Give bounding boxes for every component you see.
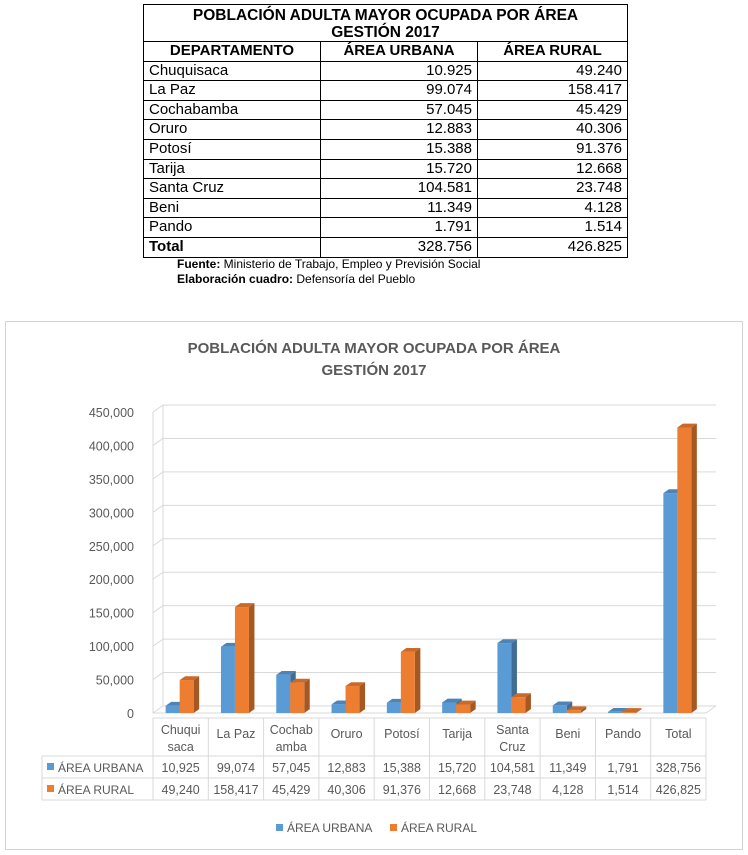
gridline-depth	[153, 405, 163, 412]
bar-area-rural	[401, 652, 415, 713]
cell-area-urbana: 328.756	[321, 237, 478, 257]
cell-area-urbana: 10.925	[321, 61, 478, 81]
cell-area-urbana: 15.388	[321, 139, 478, 159]
data-label: 4,128	[552, 783, 584, 797]
data-label: 12,668	[438, 783, 477, 797]
x-category-label: Tarija	[442, 727, 473, 741]
cell-departamento: Pando	[144, 218, 321, 238]
bar-area-rural	[567, 710, 581, 713]
data-label: 57,045	[272, 761, 311, 775]
bar-area-urbana	[332, 704, 346, 713]
data-label: 1,514	[607, 783, 639, 797]
cell-area-rural: 40.306	[478, 120, 628, 140]
bar-area-urbana	[166, 706, 180, 713]
cell-departamento: La Paz	[144, 81, 321, 101]
cell-departamento: Oruro	[144, 120, 321, 140]
x-category-label: Oruro	[330, 727, 363, 741]
bar-area-urbana	[221, 647, 235, 713]
table-row	[144, 61, 628, 81]
table-row	[144, 139, 628, 159]
data-label: 15,388	[382, 761, 421, 775]
table-row	[144, 120, 628, 140]
bar-side	[194, 676, 200, 713]
chart-subtitle: GESTIÓN 2017	[321, 362, 427, 379]
bar-side	[691, 424, 697, 713]
cell-departamento: Beni	[144, 198, 321, 218]
bar-area-urbana	[497, 643, 511, 713]
table-row	[144, 237, 628, 257]
data-label: 99,074	[216, 761, 256, 775]
data-table	[143, 4, 628, 258]
data-label: 328,756	[655, 761, 701, 775]
x-category-label: Cochab	[269, 723, 313, 737]
x-category-label: Total	[665, 727, 692, 741]
bar-area-urbana	[608, 712, 622, 713]
legend-swatch-area-urbana	[276, 824, 283, 831]
cell-area-rural: 4.128	[478, 198, 628, 218]
cell-area-rural: 49.240	[478, 61, 628, 81]
table-row	[144, 100, 628, 120]
y-tick-label: 0	[127, 707, 134, 721]
cell-area-rural: 1.514	[478, 218, 628, 238]
cell-area-urbana: 12.883	[321, 120, 478, 140]
data-label: 426,825	[655, 783, 701, 797]
legend-label-area-urbana: ÁREA URBANA	[287, 821, 373, 835]
data-label: 40,306	[327, 783, 366, 797]
table-row	[144, 218, 628, 238]
bar-side	[415, 648, 421, 713]
bar-area-urbana	[276, 675, 290, 713]
x-category-label: amba	[275, 740, 307, 754]
data-label: 11,349	[549, 761, 587, 775]
x-category-label: Chuqui	[160, 723, 201, 737]
x-category-label: Santa	[496, 723, 529, 737]
cell-area-rural: 12.668	[478, 159, 628, 179]
data-label: 10,925	[161, 761, 200, 775]
bar-area-rural	[290, 683, 304, 713]
cell-departamento: Potosí	[144, 139, 321, 159]
gridline-depth	[153, 472, 163, 479]
y-tick-label: 50,000	[95, 673, 134, 688]
table-row	[144, 198, 628, 218]
y-tick-label: 350,000	[88, 472, 134, 487]
gridline-depth	[153, 606, 163, 613]
data-label: 1,791	[607, 761, 639, 775]
table-title: POBLACIÓN ADULTA MAYOR OCUPADA POR ÁREA GESTIÓN 2017	[144, 5, 628, 42]
cell-area-urbana: 1.791	[321, 218, 478, 238]
bar-area-urbana	[442, 702, 456, 713]
header-departamento: DEPARTAMENTO	[144, 42, 321, 62]
cell-area-rural: 23.748	[478, 179, 628, 199]
cell-area-urbana: 11.349	[321, 198, 478, 218]
cell-area-rural: 426.825	[478, 237, 628, 257]
gridline-depth	[153, 438, 163, 445]
legend-key	[47, 785, 54, 792]
chart-container	[5, 321, 743, 850]
cell-area-urbana: 57.045	[321, 100, 478, 120]
bar-area-rural	[180, 680, 194, 713]
x-category-label: Beni	[555, 727, 581, 741]
x-category-label: Potosí	[384, 727, 420, 741]
gridline-depth	[153, 706, 163, 713]
cell-area-urbana: 104.581	[321, 179, 478, 199]
data-label: 45,429	[272, 783, 311, 797]
x-category-label: saca	[167, 740, 194, 754]
data-label: 104,581	[489, 761, 536, 775]
bar-side	[304, 679, 310, 713]
y-tick-label: 400,000	[88, 439, 134, 454]
gridline-depth	[153, 539, 163, 546]
bar-area-rural	[622, 712, 636, 713]
cell-departamento: Santa Cruz	[144, 179, 321, 199]
x-category-label: La Paz	[216, 727, 256, 741]
legend-key	[47, 763, 54, 770]
source-note: Fuente: Ministerio de Trabajo, Empleo y Previsión Social	[177, 257, 481, 271]
bar-area-urbana	[387, 703, 401, 713]
gridline-depth	[153, 505, 163, 512]
gridline-depth	[153, 572, 163, 579]
legend-label-area-rural: ÁREA RURAL	[401, 821, 478, 835]
bar-area-rural	[511, 697, 525, 713]
cell-area-rural: 91.376	[478, 139, 628, 159]
x-category-label: Pando	[604, 727, 642, 741]
data-label: 12,883	[327, 761, 366, 775]
header-area-urbana: ÁREA URBANA	[321, 42, 478, 62]
bar-area-rural	[346, 686, 360, 713]
cell-area-rural: 158.417	[478, 81, 628, 101]
cell-departamento: Chuquisaca	[144, 61, 321, 81]
elaboration-note: Elaboración cuadro: Defensoría del Pueblo	[177, 272, 416, 286]
bar-area-urbana	[663, 493, 677, 713]
x-axis-depth	[706, 706, 716, 713]
cell-area-urbana: 15.720	[321, 159, 478, 179]
data-label: 23,748	[493, 783, 532, 797]
y-tick-label: 200,000	[88, 573, 134, 588]
cell-area-urbana: 99.074	[321, 81, 478, 101]
data-label: 158,417	[213, 783, 259, 797]
y-tick-label: 450,000	[88, 406, 134, 420]
x-category-label: Cruz	[499, 740, 526, 754]
y-tick-label: 250,000	[88, 539, 134, 554]
header-area-rural: ÁREA RURAL	[478, 42, 628, 62]
y-tick-label: 100,000	[88, 640, 134, 655]
datatable-series-name: ÁREA RURAL	[58, 783, 135, 797]
cell-departamento: Tarija	[144, 159, 321, 179]
bar-side	[360, 682, 366, 713]
data-label: 15,720	[438, 761, 477, 775]
bar-chart	[6, 322, 742, 849]
gridline-depth	[153, 673, 163, 680]
y-tick-label: 300,000	[88, 506, 134, 521]
datatable-series-name: ÁREA URBANA	[58, 761, 144, 775]
bar-area-rural	[677, 428, 691, 713]
y-tick-label: 150,000	[88, 606, 134, 621]
bar-area-urbana	[553, 705, 567, 713]
bar-area-rural	[235, 607, 249, 713]
bar-area-rural	[456, 705, 470, 713]
legend-swatch-area-rural	[390, 824, 397, 831]
table-row	[144, 179, 628, 199]
chart-title: POBLACIÓN ADULTA MAYOR OCUPADA POR ÁREA	[187, 340, 561, 357]
gridline-depth	[153, 639, 163, 646]
cell-area-rural: 45.429	[478, 100, 628, 120]
data-label: 49,240	[161, 783, 200, 797]
table-row	[144, 81, 628, 101]
bar-side	[249, 603, 255, 713]
cell-departamento: Total	[144, 237, 321, 257]
cell-departamento: Cochabamba	[144, 100, 321, 120]
data-label: 91,376	[382, 783, 421, 797]
table-row	[144, 159, 628, 179]
